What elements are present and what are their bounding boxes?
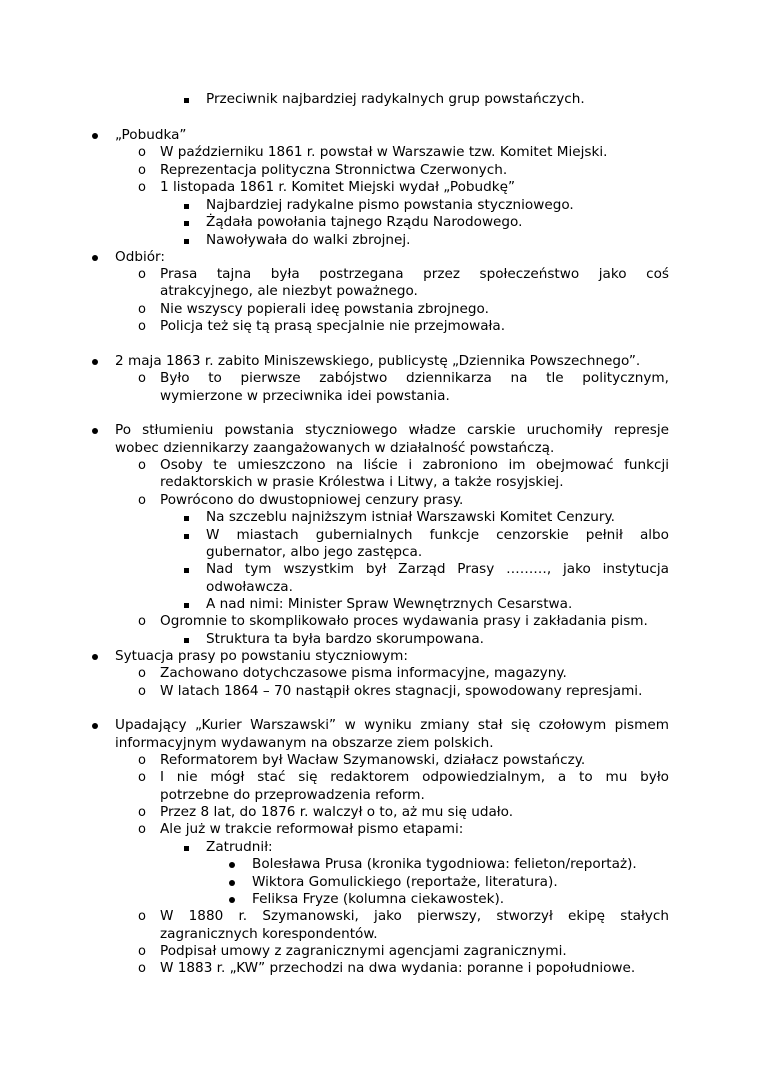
circle-bullet-icon: o [138, 493, 146, 508]
list-item-continuation: wymierzone w przeciwnika idei powstania. [160, 388, 450, 404]
round-bullet-icon [92, 717, 98, 734]
list-item: W latach 1864 – 70 nastąpił okres stagnacji, spowodowany represjami. [160, 683, 643, 699]
circle-bullet-icon: o [138, 614, 146, 629]
circle-bullet-icon: o [138, 684, 146, 699]
list-item: Sytuacja prasy po powstaniu styczniowym: [115, 648, 409, 664]
circle-bullet-icon: o [138, 753, 146, 768]
list-item: Nad tym wszystkim był Zarząd Prasy ………, jako instytucja [206, 561, 669, 577]
square-bullet-icon [184, 527, 189, 544]
list-item: Zatrudnił: [206, 839, 273, 855]
circle-bullet-icon: o [138, 163, 146, 178]
list-item: Odbiór: [115, 249, 165, 265]
round-bullet-icon [92, 648, 98, 665]
round-bullet-icon [92, 249, 98, 266]
list-item: „Pobudka” [115, 127, 187, 143]
square-bullet-icon [184, 596, 189, 613]
round-bullet-icon [92, 422, 98, 439]
list-item: Reformatorem był Wacław Szymanowski, działacz powstańczy. [160, 752, 586, 768]
list-item-continuation: atrakcyjnego, ale niezbyt poważnego. [160, 283, 418, 299]
circle-bullet-icon: o [138, 180, 146, 195]
list-item-continuation: redaktorskich w prasie Królestwa i Litwy, a także rosyjskiej. [160, 474, 564, 490]
list-item: Nie wszyscy popierali ideę powstania zbrojnego. [160, 301, 489, 317]
round-bullet-icon [229, 874, 235, 891]
list-item: Upadający „Kurier Warszawski” w wyniku zmiany stał się czołowym pismem [115, 717, 669, 733]
list-item: Struktura ta była bardzo skorumpowana. [206, 631, 484, 647]
square-bullet-icon [184, 839, 189, 856]
list-item: Bolesława Prusa (kronika tygodniowa: felieton/reportaż). [252, 856, 637, 872]
circle-bullet-icon: o [138, 319, 146, 334]
list-item: Policja też się tą prasą specjalnie nie przejmowała. [160, 318, 506, 334]
list-item: Ale już w trakcie reformował pismo etapami: [160, 821, 464, 837]
list-item-continuation: informacyjnym wydawanym na obszarze ziem polskich. [115, 735, 494, 751]
list-item: Ogromnie to skomplikowało proces wydawania prasy i zakładania pism. [160, 613, 648, 629]
list-item: 2 maja 1863 r. zabito Miniszewskiego, publicystę „Dziennika Powszechnego”. [115, 353, 641, 369]
list-item: Żądała powołania tajnego Rządu Narodowego. [206, 214, 523, 230]
circle-bullet-icon: o [138, 961, 146, 976]
list-item: Przez 8 lat, do 1876 r. walczył o to, aż mu się udało. [160, 804, 514, 820]
list-item: Na szczeblu najniższym istniał Warszawski Komitet Cenzury. [206, 509, 615, 525]
circle-bullet-icon: o [138, 371, 146, 386]
list-item: W październiku 1861 r. powstał w Warszawie tzw. Komitet Miejski. [160, 144, 608, 160]
circle-bullet-icon: o [138, 822, 146, 837]
list-item: Prasa tajna była postrzegana przez społeczeństwo jako coś [160, 266, 669, 282]
list-item-continuation: potrzebne do przeprowadzenia reform. [160, 787, 425, 803]
square-bullet-icon [184, 197, 189, 214]
list-item: Podpisał umowy z zagranicznymi agencjami zagranicznymi. [160, 943, 567, 959]
square-bullet-icon [184, 232, 189, 249]
round-bullet-icon [229, 856, 235, 873]
circle-bullet-icon: o [138, 805, 146, 820]
circle-bullet-icon: o [138, 302, 146, 317]
list-item: W miastach gubernialnych funkcje cenzorskie pełnił albo [206, 527, 669, 543]
list-item: W 1880 r. Szymanowski, jako pierwszy, stworzył ekipę stałych [160, 908, 669, 924]
list-item: Osoby te umieszczono na liście i zabroniono im obejmować funkcji [160, 457, 669, 473]
list-item: Reprezentacja polityczna Stronnictwa Czerwonych. [160, 162, 508, 178]
list-item: A nad nimi: Minister Spraw Wewnętrznych Cesarstwa. [206, 596, 573, 612]
circle-bullet-icon: o [138, 145, 146, 160]
list-item: Było to pierwsze zabójstwo dziennikarza na tle politycznym, [160, 370, 669, 386]
round-bullet-icon [92, 127, 98, 144]
list-item: I nie mógł stać się redaktorem odpowiedzialnym, a to mu było [160, 769, 669, 785]
list-item-continuation: zagranicznych korespondentów. [160, 926, 378, 942]
round-bullet-icon [229, 891, 235, 908]
circle-bullet-icon: o [138, 909, 146, 924]
list-item: W 1883 r. „KW” przechodzi na dwa wydania: poranne i popołudniowe. [160, 960, 636, 976]
circle-bullet-icon: o [138, 944, 146, 959]
list-item: Wiktora Gomulickiego (reportaże, literatura). [252, 874, 558, 890]
list-item: Najbardziej radykalne pismo powstania styczniowego. [206, 197, 574, 213]
circle-bullet-icon: o [138, 666, 146, 681]
list-item-continuation: gubernator, albo jego zastępca. [206, 544, 423, 560]
circle-bullet-icon: o [138, 267, 146, 282]
list-item-continuation: odwoławcza. [206, 579, 293, 595]
round-bullet-icon [92, 353, 98, 370]
square-bullet-icon [184, 91, 189, 108]
list-item: Nawoływała do walki zbrojnej. [206, 232, 411, 248]
list-item: Zachowano dotychczasowe pisma informacyjne, magazyny. [160, 665, 567, 681]
list-item: 1 listopada 1861 r. Komitet Miejski wydał „Pobudkę” [160, 179, 516, 195]
list-item-continuation: wobec dziennikarzy zaangażowanych w działalność powstańczą. [115, 440, 555, 456]
list-item: Powrócono do dwustopniowej cenzury prasy. [160, 492, 464, 508]
list-item: Feliksa Fryze (kolumna ciekawostek). [252, 891, 505, 907]
square-bullet-icon [184, 561, 189, 578]
square-bullet-icon [184, 631, 189, 648]
square-bullet-icon [184, 509, 189, 526]
circle-bullet-icon: o [138, 770, 146, 785]
list-item: Przeciwnik najbardziej radykalnych grup powstańczych. [206, 91, 585, 107]
square-bullet-icon [184, 214, 189, 231]
list-item: Po stłumieniu powstania styczniowego władze carskie uruchomiły represje [115, 422, 669, 438]
circle-bullet-icon: o [138, 458, 146, 473]
